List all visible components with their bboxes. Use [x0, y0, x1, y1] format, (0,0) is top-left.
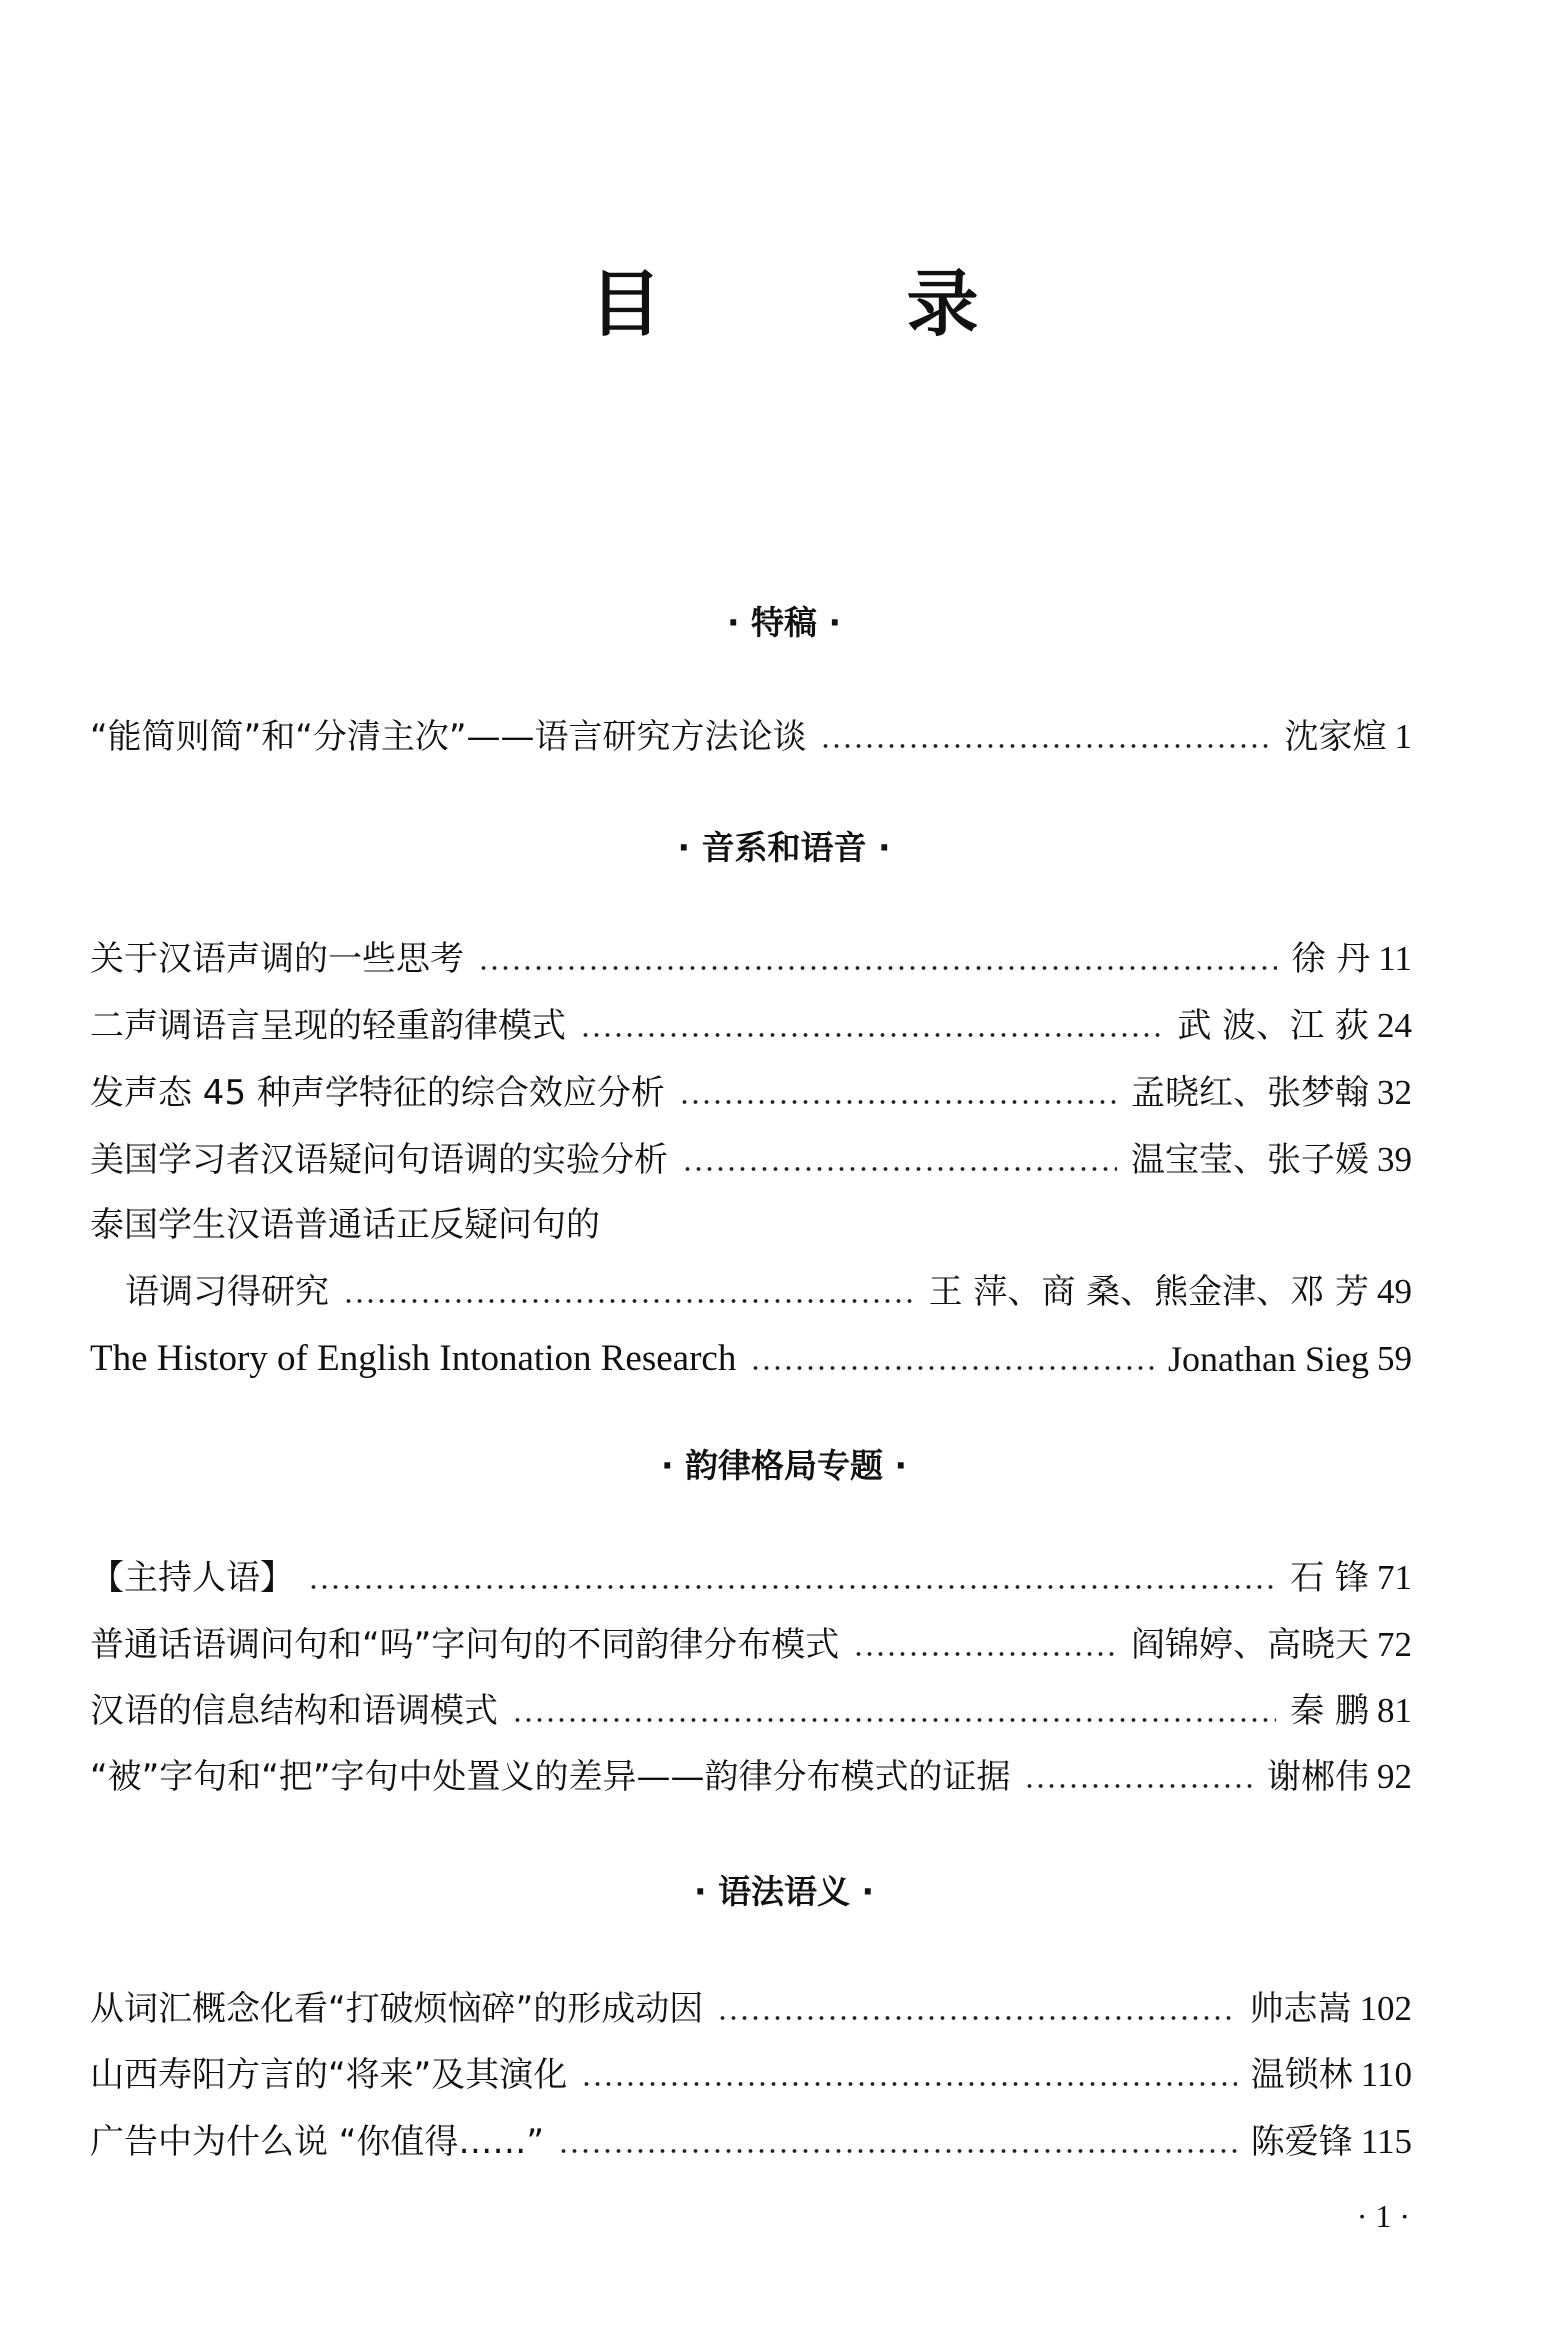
entry-page: 1 [1394, 717, 1412, 756]
dot-leader [717, 2013, 1235, 2023]
entry-author: 秦 鹏 [1290, 1691, 1369, 1731]
entry-page: 39 [1377, 1140, 1412, 1179]
entry-title: 关于汉语声调的一些思考 [90, 939, 464, 979]
page-title: 目 录 [589, 262, 1089, 346]
section-heading-grammar: · 语法语义 · [693, 1872, 875, 1911]
entry-title: 二声调语言呈现的轻重韵律模式 [90, 1006, 566, 1046]
entry-author: 徐 丹 [1291, 939, 1371, 979]
dot-leader [478, 963, 1277, 973]
toc-entry[interactable] [90, 1553, 1412, 1603]
entry-page: 11 [1378, 939, 1412, 978]
entry-title: 从词汇概念化看“打破烦恼碎”的形成动因 [90, 1989, 704, 2029]
toc-entry[interactable] [90, 1135, 1412, 1185]
entry-title: 【主持人语】 [90, 1558, 294, 1598]
entry-page: 102 [1359, 1989, 1412, 2028]
entry-title: 美国学习者汉语疑问句语调的实验分析 [90, 1140, 668, 1180]
entry-page: 71 [1377, 1558, 1412, 1597]
dot-leader [820, 741, 1270, 751]
entry-title: 普通话语调问句和“吗”字问句的不同韵律分布模式 [90, 1625, 840, 1665]
dot-leader [1024, 1781, 1253, 1791]
entry-author: 沈家煊 [1284, 717, 1387, 757]
entry-author: 阎锦婷、高晓天 [1131, 1625, 1369, 1665]
entry-author: Jonathan Sieg [1168, 1339, 1369, 1379]
entry-author: 帅志嵩 [1249, 1989, 1352, 2029]
entry-author: 石 锋 [1290, 1558, 1369, 1598]
entry-page: 81 [1377, 1691, 1412, 1730]
dot-leader [853, 1649, 1117, 1659]
entry-author: 谢郴伟 [1267, 1757, 1369, 1797]
dot-leader [580, 1030, 1163, 1040]
entry-page: 49 [1377, 1272, 1412, 1311]
dot-leader [308, 1582, 1276, 1592]
page-number: · 1 · [1356, 2198, 1410, 2234]
entry-title: The History of English Intonation Research [90, 1338, 737, 1379]
entry-author: 陈爱锋 [1250, 2122, 1353, 2162]
entry-title: 汉语的信息结构和语调模式 [90, 1691, 498, 1731]
entry-author: 温宝莹、张子媛 [1131, 1140, 1369, 1180]
entry-page: 32 [1377, 1073, 1412, 1112]
entry-page: 115 [1360, 2122, 1412, 2161]
entry-author: 王 萍、商 桑、熊金津、邓 芳 [928, 1272, 1369, 1312]
toc-entry[interactable] [90, 1334, 1412, 1384]
section-heading-prosody: · 韵律格局专题 · [660, 1446, 908, 1485]
entry-author: 孟晓红、张梦翰 [1131, 1073, 1369, 1113]
toc-entry[interactable] [90, 1984, 1412, 2034]
entry-title: “被”字句和“把”字句中处置义的差异——韵律分布模式的证据 [90, 1757, 1011, 1797]
entry-title: 发声态 45 种声学特征的综合效应分析 [90, 1073, 665, 1113]
entry-title: 广告中为什么说 “你值得……” [90, 2122, 545, 2162]
toc-entry[interactable] [90, 2117, 1412, 2167]
toc-entry[interactable] [90, 1001, 1412, 1051]
dot-leader [679, 1097, 1117, 1107]
entry-page: 59 [1377, 1339, 1412, 1378]
toc-entry[interactable] [90, 934, 1412, 984]
entry-title: 语调习得研究 [125, 1272, 329, 1312]
entry-title: “能简则简”和“分清主次”——语言研究方法论谈 [90, 717, 807, 757]
entry-author: 武 波、江 荻 [1177, 1006, 1369, 1046]
section-heading-phonology: · 音系和语音 · [677, 828, 891, 867]
dot-leader [750, 1363, 1154, 1373]
dot-leader [343, 1296, 915, 1306]
entry-page: 24 [1377, 1006, 1412, 1045]
entry-page: 72 [1377, 1625, 1412, 1664]
dot-leader [682, 1164, 1117, 1174]
section-heading-feature: · 特稿 · [726, 603, 842, 642]
dot-leader [581, 2079, 1237, 2089]
toc-entry[interactable] [125, 1267, 1412, 1317]
toc-entry[interactable] [90, 1686, 1412, 1736]
toc-entry[interactable] [90, 712, 1412, 762]
entry-title: 山西寿阳方言的“将来”及其演化 [90, 2055, 568, 2095]
dot-leader [512, 1715, 1276, 1725]
entry-page: 110 [1360, 2055, 1412, 2094]
toc-entry[interactable] [90, 2050, 1412, 2100]
toc-entry[interactable] [90, 1620, 1412, 1670]
toc-entry[interactable] [90, 1752, 1412, 1802]
toc-entry[interactable] [90, 1068, 1412, 1118]
entry-title-line1: 泰国学生汉语普通话正反疑问句的 [90, 1205, 600, 1245]
dot-leader [558, 2146, 1237, 2156]
entry-author: 温锁林 [1250, 2055, 1353, 2095]
entry-page: 92 [1377, 1757, 1412, 1796]
